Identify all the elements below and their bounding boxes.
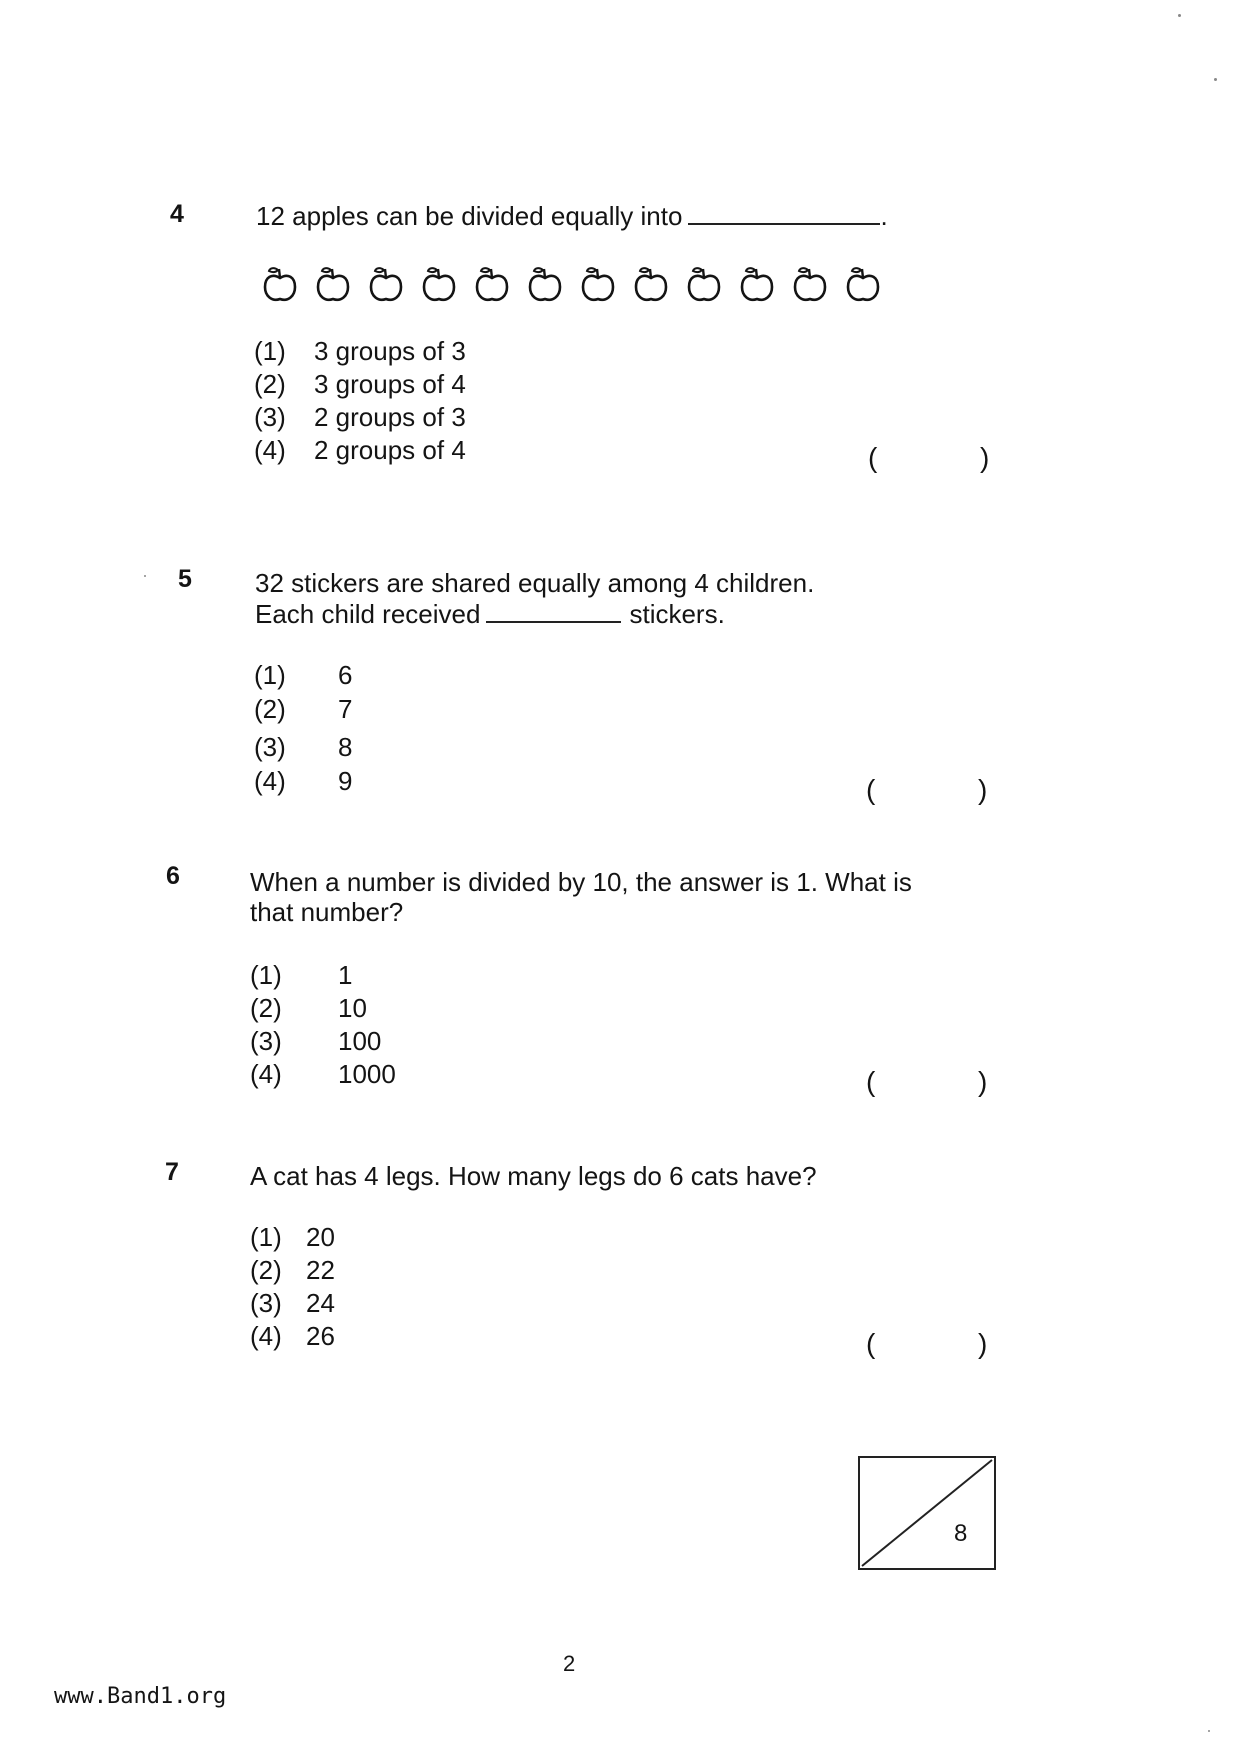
option <box>250 1321 335 1352</box>
option <box>254 732 353 763</box>
answer-bracket-open: ( <box>868 442 878 473</box>
option-number: (3) <box>254 402 286 432</box>
option <box>250 1288 335 1319</box>
question-stem-end: . <box>880 201 888 231</box>
option <box>250 1222 335 1253</box>
option-text: 6 <box>338 660 353 690</box>
apple-icon <box>262 264 298 304</box>
apple-row <box>262 264 881 304</box>
option-number: (2) <box>250 993 282 1023</box>
scan-speck <box>1208 1730 1210 1732</box>
option-number: (2) <box>250 1255 282 1285</box>
apple-icon <box>368 264 404 304</box>
answer-bracket-close: ) <box>978 1328 988 1359</box>
option-number: (3) <box>250 1026 282 1056</box>
option-number: (4) <box>250 1059 282 1089</box>
option-number: (1) <box>254 336 286 366</box>
scan-speck <box>144 575 146 577</box>
option <box>254 402 466 433</box>
option <box>254 435 466 466</box>
score-box-diagonal <box>860 1458 994 1568</box>
apple-icon <box>315 264 351 304</box>
option-text: 24 <box>306 1288 335 1318</box>
footer-link[interactable]: www.Band1.org <box>54 1684 227 1709</box>
option-text: 8 <box>338 732 353 762</box>
apple-icon <box>792 264 828 304</box>
question-number: 6 <box>166 862 180 890</box>
question-line: When a number is divided by 10, the answer is 1. What is <box>250 867 912 897</box>
question-stem-end: stickers. <box>629 599 725 629</box>
apple-icon <box>739 264 775 304</box>
question-text: A cat has 4 legs. How many legs do 6 cats have? <box>250 1161 817 1191</box>
apple-icon <box>845 264 881 304</box>
answer-blank <box>688 201 880 225</box>
option-number: (2) <box>254 694 286 724</box>
option <box>254 336 466 367</box>
apple-icon <box>633 264 669 304</box>
scan-speck <box>1178 14 1181 17</box>
option <box>254 369 466 400</box>
option-text: 10 <box>338 993 367 1023</box>
score-box <box>858 1456 996 1570</box>
option <box>254 694 353 725</box>
option-number: (1) <box>250 1222 282 1252</box>
question-number: 5 <box>178 565 192 593</box>
option-number: (3) <box>250 1288 282 1318</box>
apple-icon <box>421 264 457 304</box>
answer-bracket-open: ( <box>866 1328 876 1359</box>
score-total: 8 <box>954 1520 968 1547</box>
answer-bracket-close: ) <box>980 442 990 473</box>
option <box>250 993 367 1024</box>
option-text: 2 groups of 3 <box>314 402 466 432</box>
option-text: 3 groups of 4 <box>314 369 466 399</box>
option-number: (4) <box>254 435 286 465</box>
apple-icon <box>580 264 616 304</box>
answer-bracket-open: ( <box>866 1066 876 1097</box>
option-text: 100 <box>338 1026 382 1056</box>
apple-icon <box>686 264 722 304</box>
answer-bracket-close: ) <box>978 1066 988 1097</box>
question-line: 32 stickers are shared equally among 4 children. <box>255 568 815 598</box>
option-text: 20 <box>306 1222 335 1252</box>
option-number: (1) <box>254 660 286 690</box>
answer-blank <box>486 599 621 623</box>
option <box>250 960 353 991</box>
question-number: 7 <box>165 1158 179 1186</box>
option-number: (1) <box>250 960 282 990</box>
apple-icon <box>527 264 563 304</box>
option-text: 9 <box>338 766 353 796</box>
option-text: 3 groups of 3 <box>314 336 466 366</box>
option-text: 7 <box>338 694 353 724</box>
option-number: (4) <box>254 766 286 796</box>
question-stem: Each child received <box>255 599 481 629</box>
option <box>250 1026 382 1057</box>
scan-speck <box>1214 78 1217 81</box>
option <box>250 1059 396 1090</box>
option-text: 22 <box>306 1255 335 1285</box>
answer-bracket-close: ) <box>978 774 988 805</box>
question-text <box>256 200 888 232</box>
option-text: 2 groups of 4 <box>314 435 466 465</box>
option-number: (2) <box>254 369 286 399</box>
question-line <box>255 598 725 630</box>
question-number: 4 <box>170 200 184 228</box>
option-text: 1000 <box>338 1059 396 1089</box>
apple-icon <box>474 264 510 304</box>
option <box>250 1255 335 1286</box>
option-text: 26 <box>306 1321 335 1351</box>
page-number: 2 <box>563 1651 576 1676</box>
option <box>254 660 353 691</box>
option-number: (3) <box>254 732 286 762</box>
answer-bracket-open: ( <box>866 774 876 805</box>
option-number: (4) <box>250 1321 282 1351</box>
option-text: 1 <box>338 960 353 990</box>
question-stem: 12 apples can be divided equally into <box>256 201 683 231</box>
option <box>254 766 353 797</box>
question-line: that number? <box>250 897 404 927</box>
